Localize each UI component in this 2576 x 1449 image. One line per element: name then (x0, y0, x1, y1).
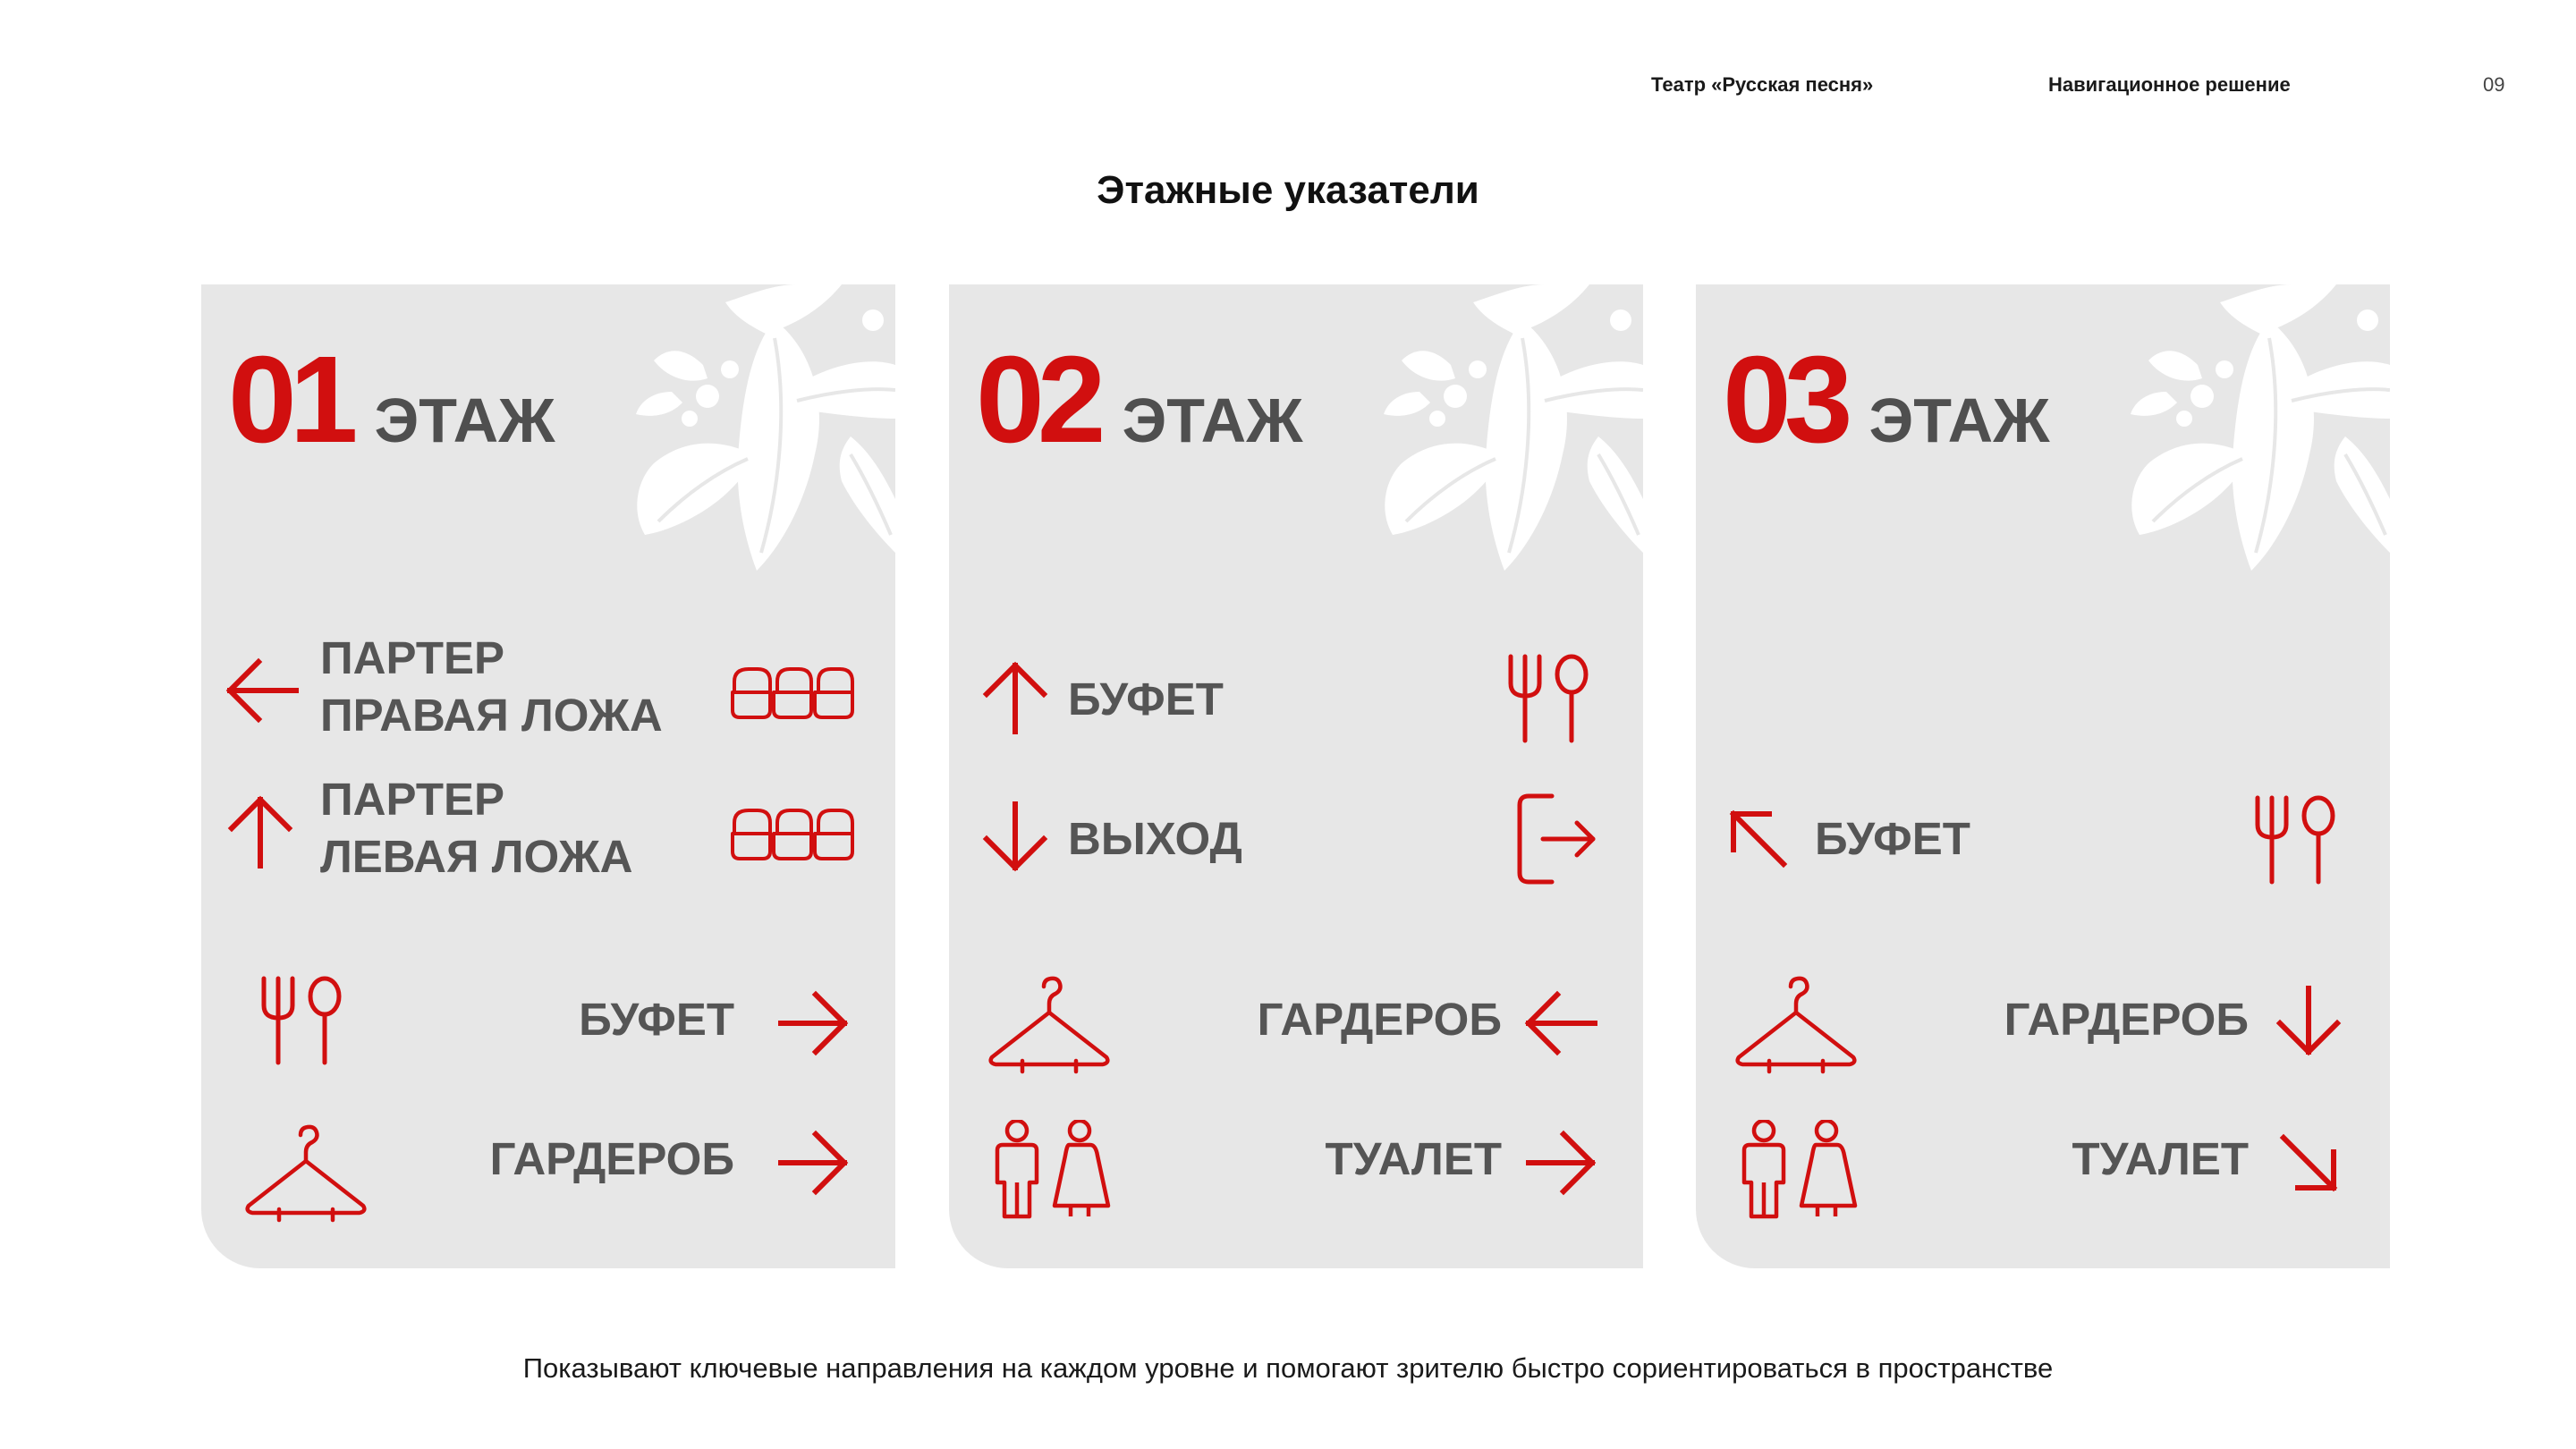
item-label: ТУАЛЕТ (1325, 1133, 1502, 1184)
hanger-icon (243, 1123, 369, 1224)
page-title: Этажные указатели (1097, 168, 1479, 212)
down-arrow-icon (2273, 986, 2344, 1063)
direction-item (949, 1098, 1643, 1233)
item-label: ПАРТЕР ЛЕВАЯ ЛОЖА (320, 774, 633, 882)
item-label: БУФЕТ (1815, 813, 1970, 864)
direction-item (201, 1098, 895, 1233)
direction-item (201, 955, 895, 1089)
floor-sign-1 (201, 284, 895, 1268)
left-arrow-icon (225, 655, 301, 726)
floor-sign-3 (1696, 284, 2390, 1268)
direction-item (1696, 773, 2390, 907)
direction-item (1696, 955, 2390, 1089)
ornament-graphic (1366, 284, 1643, 571)
cutlery-icon (2252, 792, 2338, 886)
up-arrow-icon (979, 660, 1051, 737)
left-arrow-icon (1523, 987, 1600, 1059)
floor-heading (1723, 331, 2050, 469)
toilet-icon (1739, 1120, 1859, 1222)
header-section: Навигационное решение (2048, 73, 2291, 96)
down-right-arrow-icon (2273, 1127, 2344, 1199)
ornament-graphic (618, 284, 895, 571)
cutlery-icon (258, 973, 344, 1066)
floor-number: 02 (976, 331, 1099, 469)
floor-heading (228, 331, 555, 469)
item-label: ГАРДЕРОБ (489, 1133, 734, 1184)
exit-icon (1516, 792, 1598, 887)
caption-text: Показывают ключевые направления на каждом уровне и помогают зрителю быстро сориентироваться в пространстве (522, 1352, 2054, 1384)
up-left-arrow-icon (1723, 803, 1794, 875)
seats-icon (731, 807, 856, 862)
direction-item (1696, 1098, 2390, 1233)
floor-number: 01 (228, 331, 352, 469)
toilet-icon (992, 1120, 1112, 1222)
item-label: БУФЕТ (1068, 674, 1224, 724)
seats-icon (731, 665, 856, 721)
down-arrow-icon (979, 801, 1051, 878)
cutlery-icon (1505, 651, 1591, 744)
hanger-icon (1733, 975, 1859, 1075)
right-arrow-icon (1526, 1127, 1597, 1199)
header-project: Театр «Русская песня» (1651, 73, 1874, 96)
direction-item (201, 764, 895, 898)
hanger-icon (987, 975, 1112, 1075)
floor-word: ЭТАЖ (1868, 386, 2050, 455)
direction-item (201, 623, 895, 757)
item-label: ГАРДЕРОБ (2004, 994, 2249, 1045)
floor-heading (976, 331, 1303, 469)
direction-item (949, 955, 1643, 1089)
item-label: ТУАЛЕТ (2072, 1133, 2249, 1184)
direction-item (949, 773, 1643, 907)
page-number: 09 (2483, 73, 2505, 96)
floor-number: 03 (1723, 331, 1846, 469)
up-arrow-icon (225, 794, 296, 871)
floor-word: ЭТАЖ (374, 386, 555, 455)
floor-sign-2 (949, 284, 1643, 1268)
floor-word: ЭТАЖ (1122, 386, 1303, 455)
ornament-graphic (2113, 284, 2390, 571)
item-label: ГАРДЕРОБ (1257, 994, 1502, 1045)
direction-item (949, 630, 1643, 764)
item-label: ВЫХОД (1068, 813, 1242, 864)
item-label: БУФЕТ (579, 994, 734, 1045)
right-arrow-icon (778, 1127, 850, 1199)
item-label: ПАРТЕР ПРАВАЯ ЛОЖА (320, 632, 663, 741)
right-arrow-icon (778, 987, 850, 1059)
